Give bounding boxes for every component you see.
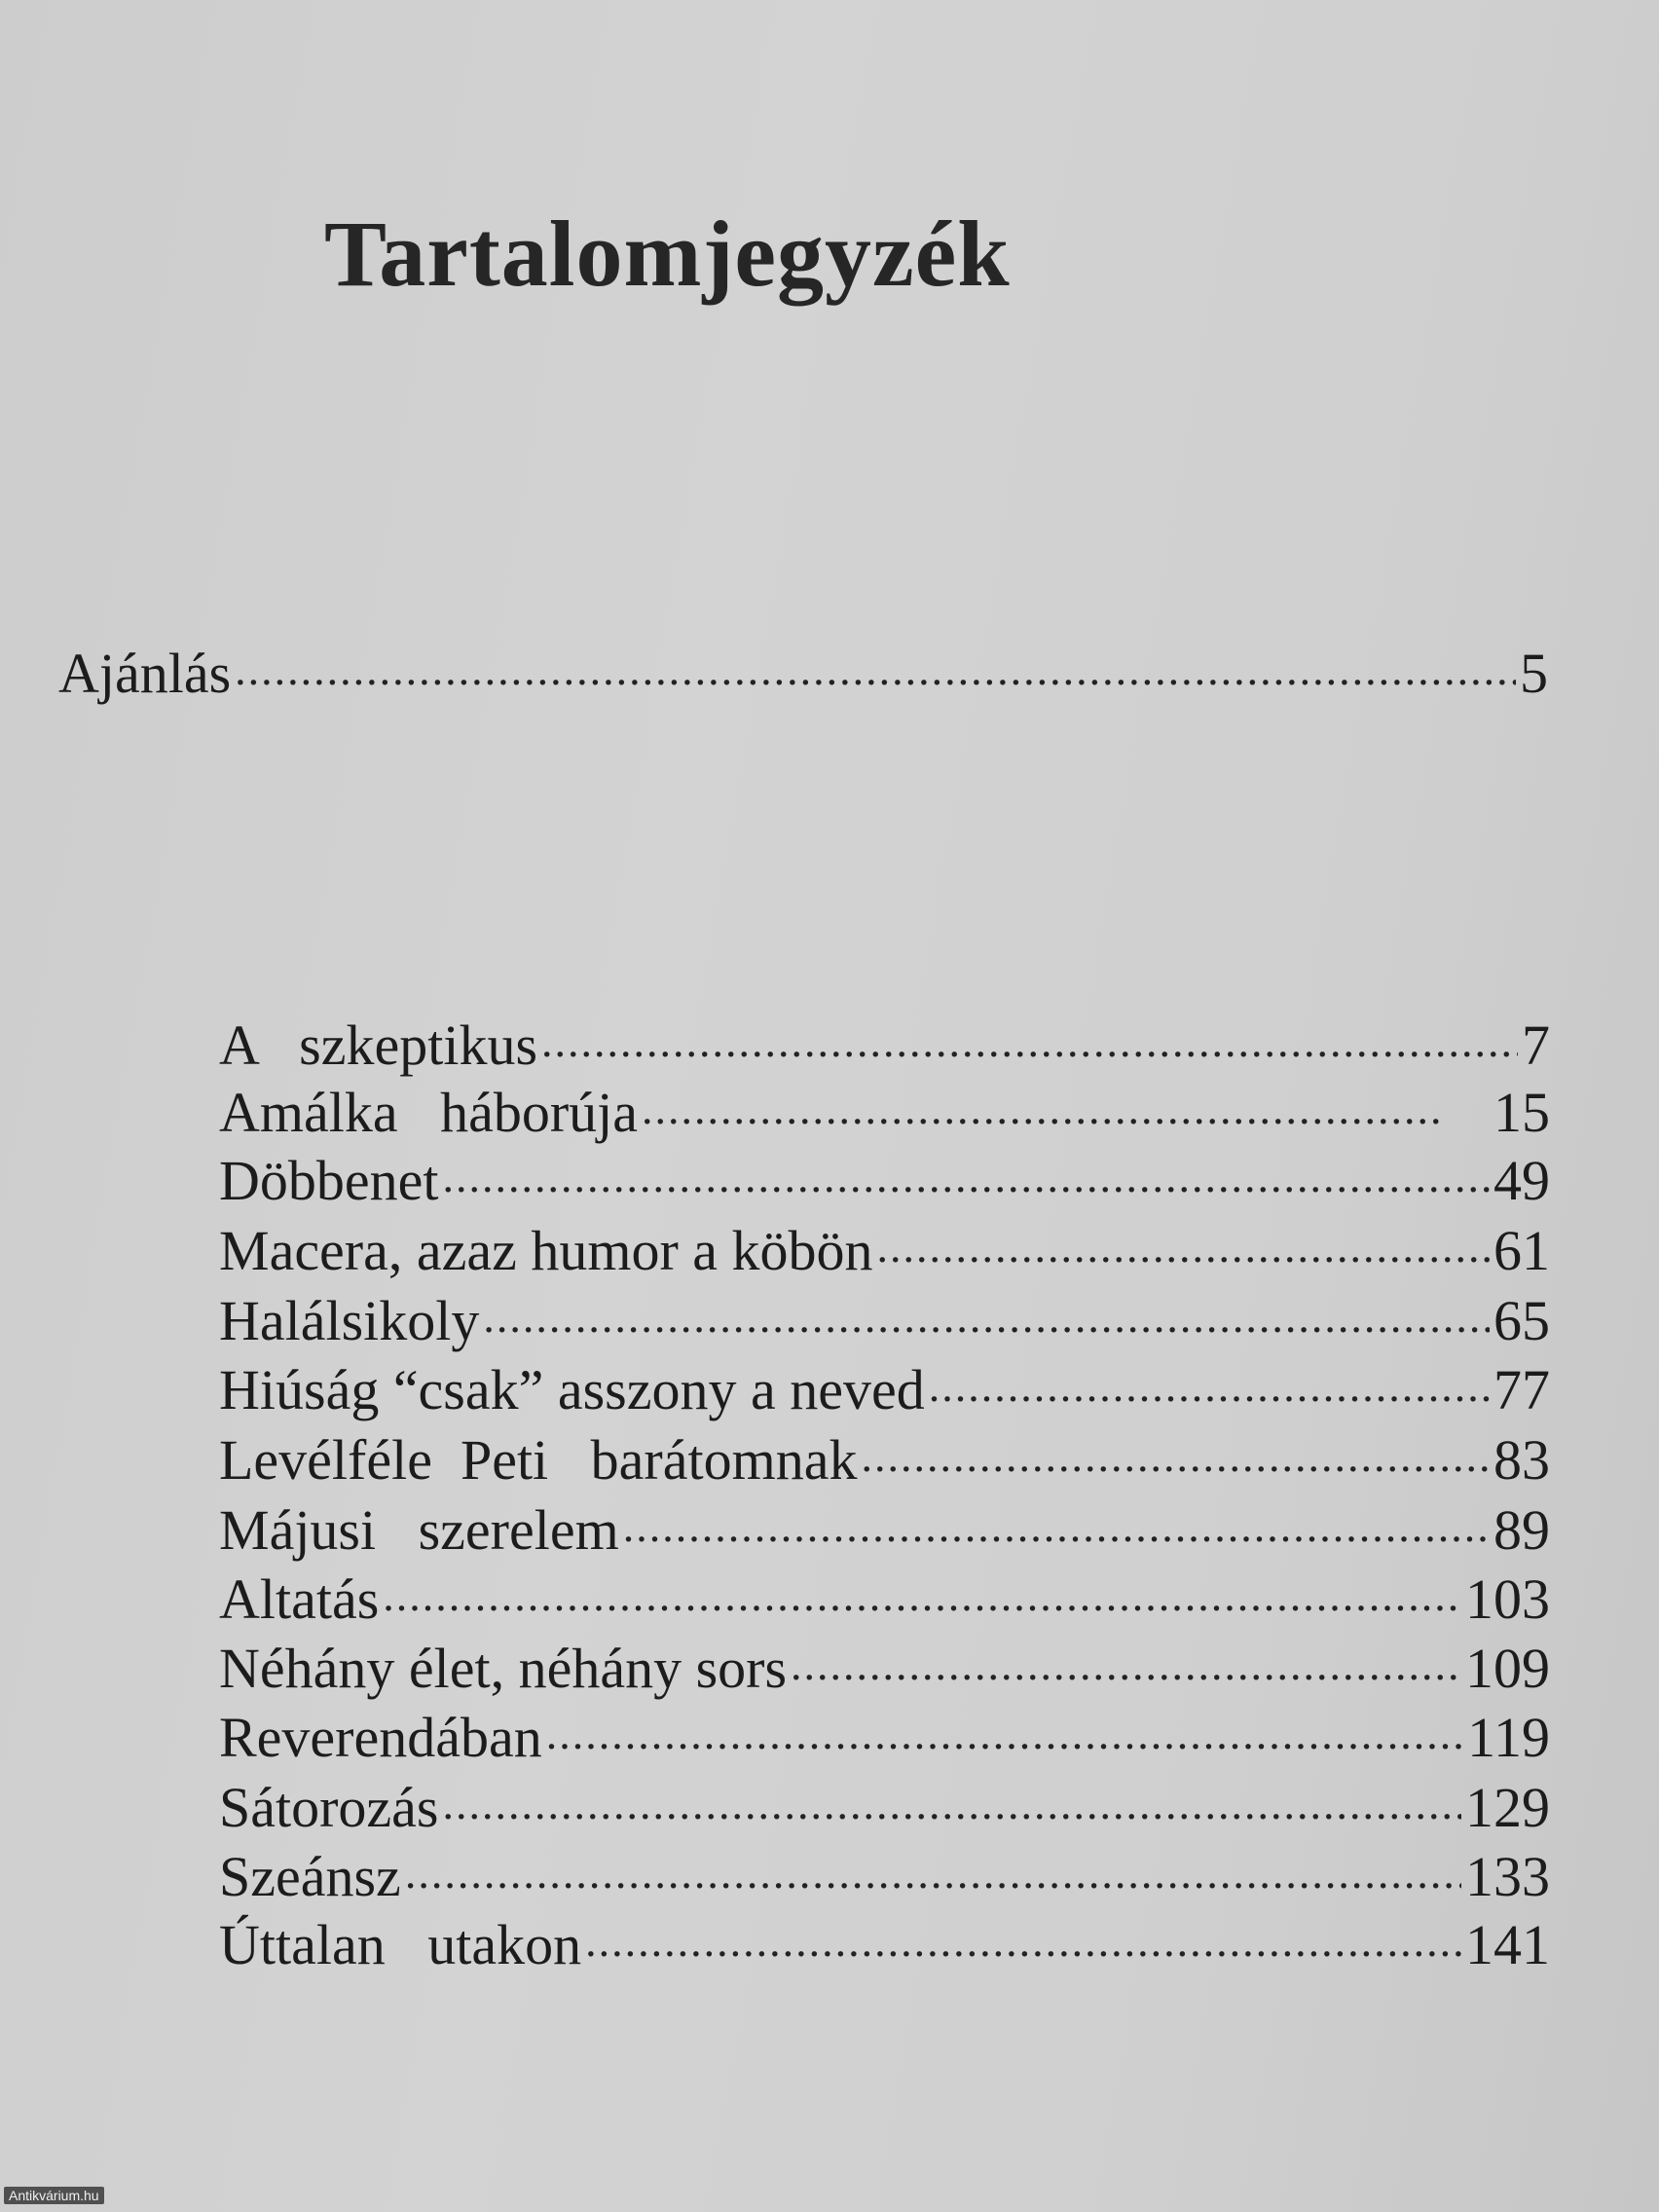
toc-entry-label: Döbbenet — [219, 1149, 439, 1212]
toc-entry-label: Sátorozás — [219, 1776, 439, 1839]
dot-leader — [642, 1077, 1445, 1131]
toc-entry-page: 5 — [1520, 642, 1548, 705]
toc-entry-page: 77 — [1493, 1358, 1550, 1421]
toc-entry-page: 129 — [1465, 1776, 1550, 1839]
toc-entry-page: 133 — [1465, 1845, 1550, 1908]
toc-entry — [219, 1909, 1550, 1976]
dot-leader — [791, 1633, 1461, 1687]
dot-leader — [383, 1564, 1461, 1618]
toc-entry-label: Reverendában — [219, 1706, 542, 1769]
toc-entry — [219, 1564, 1550, 1631]
toc-entry — [219, 1010, 1550, 1077]
toc-entry-page: 119 — [1467, 1706, 1550, 1769]
toc-entry-page: 65 — [1493, 1289, 1550, 1352]
toc-entry-label: Májusi szerelem — [219, 1498, 619, 1562]
dot-leader — [623, 1494, 1490, 1549]
watermark-label: Antikvárium.hu — [4, 2187, 104, 2204]
toc-entry-label: Úttalan utakon — [219, 1913, 582, 1976]
toc-entry-label: Macera, azaz humor a köbön — [219, 1219, 873, 1282]
dot-leader — [405, 1841, 1461, 1896]
toc-entry-page: 7 — [1522, 1014, 1550, 1077]
toc-entry-page: 103 — [1465, 1567, 1550, 1631]
toc-entry-label: Hiúság “csak” asszony a neved — [219, 1358, 925, 1421]
toc-entry — [219, 1702, 1550, 1769]
toc-entry-label: Levélféle Peti barátomnak — [219, 1428, 858, 1492]
toc-entry-page: 83 — [1493, 1428, 1550, 1492]
dot-leader — [861, 1424, 1490, 1479]
dot-leader — [483, 1285, 1490, 1340]
dot-leader — [541, 1010, 1518, 1064]
toc-entry-label: A szkeptikus — [219, 1014, 538, 1077]
toc-entry-ajanlas — [58, 638, 1548, 705]
toc-entry — [219, 1354, 1550, 1419]
toc-entry-page: 141 — [1465, 1913, 1550, 1976]
dot-leader — [585, 1909, 1461, 1964]
toc-entry-label: Halálsikoly — [219, 1289, 480, 1352]
toc-entry-page: 61 — [1493, 1219, 1550, 1282]
toc-entry — [219, 1285, 1550, 1352]
toc-entry — [219, 1145, 1550, 1212]
toc-entry-page: 15 — [1493, 1081, 1550, 1144]
toc-entry — [219, 1494, 1550, 1562]
toc-entry-page: 109 — [1465, 1637, 1550, 1700]
toc-entry-label: Amálka háborúja — [219, 1081, 639, 1144]
toc-entry-label: Szeánsz — [219, 1845, 401, 1908]
toc-entry-page: 49 — [1493, 1149, 1550, 1212]
page-title: Tartalomjegyzék — [324, 202, 1011, 306]
dot-leader — [877, 1215, 1490, 1270]
toc-entry — [219, 1215, 1550, 1282]
toc-entry-label: Ajánlás — [58, 642, 232, 705]
dot-leader — [546, 1702, 1463, 1756]
dot-leader — [929, 1354, 1490, 1409]
toc-entry-label: Néhány élet, néhány sors — [219, 1637, 788, 1700]
toc-entry — [219, 1633, 1550, 1700]
toc-entry — [219, 1772, 1550, 1839]
dot-leader — [443, 1772, 1462, 1826]
toc-entry — [219, 1841, 1550, 1908]
toc-entry-page: 89 — [1493, 1498, 1550, 1562]
dot-leader — [235, 638, 1516, 692]
toc-entry — [219, 1077, 1550, 1144]
dot-leader — [443, 1145, 1491, 1199]
toc-entry — [219, 1424, 1550, 1492]
toc-entry-label: Altatás — [219, 1567, 380, 1631]
